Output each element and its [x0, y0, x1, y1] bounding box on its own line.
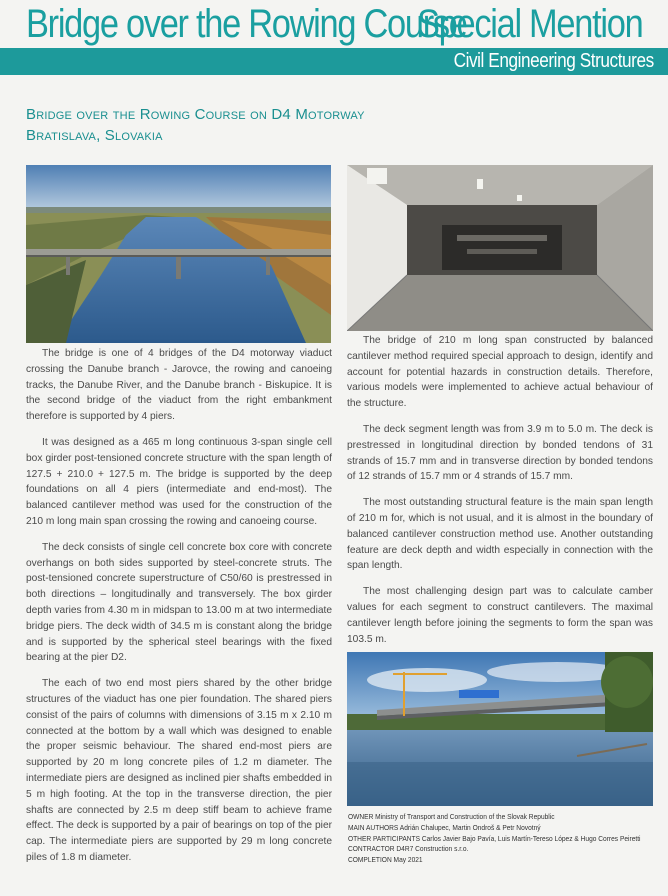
paragraph: The bridge is one of 4 bridges of the D4 motorway viaduct crossing the Danube branch - Jarovce, the rowing and canoeing tracks, the Danube River, and the Danube branch - Biskupice. It is the second bridge of the viaduct from the right embankment therefore is supported by 4 piers.	[26, 348, 332, 423]
text-column-right	[347, 333, 653, 657]
credit-owner: OWNER Ministry of Transport and Construction of the Slovak Republic	[348, 812, 555, 821]
paragraph: It was designed as a 465 m long continuous 3-span single cell box girder post-tensioned concrete structure with the span length of 127.5 + 210.0 + 127.5 m. The bridge is supported by the deep foundations on all 4 piers (intermediate and end-most). The balanced cantilever method was used for the construction of the 210 m long main span crossing the rowing and canoeing course.	[26, 436, 332, 527]
credit-other-participants: OTHER PARTICIPANTS Carlos Javier Bajo Pavía, Luis Martín-Tereso López & Hugo Corres Peiretti	[348, 833, 641, 843]
text-column-left	[26, 346, 332, 876]
paragraph: The each of two end most piers shared by the other bridge structures of the viaduct has one pier foundation. The shared piers consist of the pairs of columns with dimensions of 3.15 m x 2.10 m connected at the bottom by a wall which was designed to enable the proper seismic behaviour. The shared end-most piers are supported by 20 m long concrete piles of 1.2 m diameter. The intermediate piers are designed as inclined pier shafts embedded in 5 m high footing. At the top in the transverse direction, the pier shafts are connected by 2.5 m deep stiff beam to achieve frame effect. The deck is supported by a pair of bearings on top of the pier cap. The intermediate piers are supported by 29 m long concrete piles of 1.8 m diameter.	[26, 678, 332, 863]
box-girder-interior-image	[347, 165, 653, 331]
award-title: Special Mention	[417, 2, 643, 46]
article-heading-line2: Bratislava, Slovakia	[26, 127, 163, 144]
paragraph: The deck segment length was from 3.9 m to 5.0 m. The deck is prestressed in longitudinal direction by bonded tendons of 31 strands of 15.7 mm and in transverse direction by bonded tendons of 12 strands of 15.7 mm or 4 strands of 15.7 mm.	[347, 423, 653, 483]
box-girder-interior-photo	[347, 165, 653, 331]
project-credits	[348, 812, 641, 866]
bridge-aerial-photo	[26, 165, 331, 343]
paragraph: The most challenging design part was to calculate camber values for each segment to construct cantilevers. The maximal cantilever length before joining the segments to form the span was 103.5 m.	[347, 586, 653, 645]
credit-main-authors: MAIN AUTHORS Adrián Chalupec, Martin Ondroš & Petr Novotný	[348, 822, 541, 832]
article-heading	[26, 104, 446, 146]
credit-contractor: CONTRACTOR D4R7 Construction s.r.o.	[348, 844, 469, 854]
bridge-construction-image	[347, 652, 653, 806]
credit-completion: COMPLETION May 2021	[348, 855, 423, 865]
article-heading-line1: Bridge over the Rowing Course on D4 Motorway	[26, 106, 365, 123]
paragraph: The deck consists of single cell concrete box core with concrete overhangs on both sides supported by steel-concrete struts. The post-tensioned concrete superstructure of C50/60 is prestressed in both directions – longitudinally and transversely. The box girder depth varies from 4.30 m in midspan to 13.00 m at two intermediate bridge piers. The deck width of 34.5 m is constant along the bridge and is supported by the spherical steel bearings with the fixed bearing at the pier D2.	[26, 541, 332, 664]
paragraph: The bridge of 210 m long span constructed by balanced cantilever method required special approach to design, identify and account for potential hazards in construction details. Therefore, various models were implemented to achieve actual behaviour of the structure.	[347, 335, 653, 410]
category-label: Civil Engineering Structures	[453, 50, 654, 72]
paragraph: The most outstanding structural feature is the main span length of 210 m for, which is not usual, and it is almost in the boundary of balanced cantilever construction method use. Another outstanding feature are deck depth and width especially in connection with the span length.	[347, 497, 653, 572]
bridge-construction-photo	[347, 652, 653, 806]
page-title: Bridge over the Rowing Course	[26, 2, 467, 46]
bridge-aerial-image	[26, 165, 331, 343]
